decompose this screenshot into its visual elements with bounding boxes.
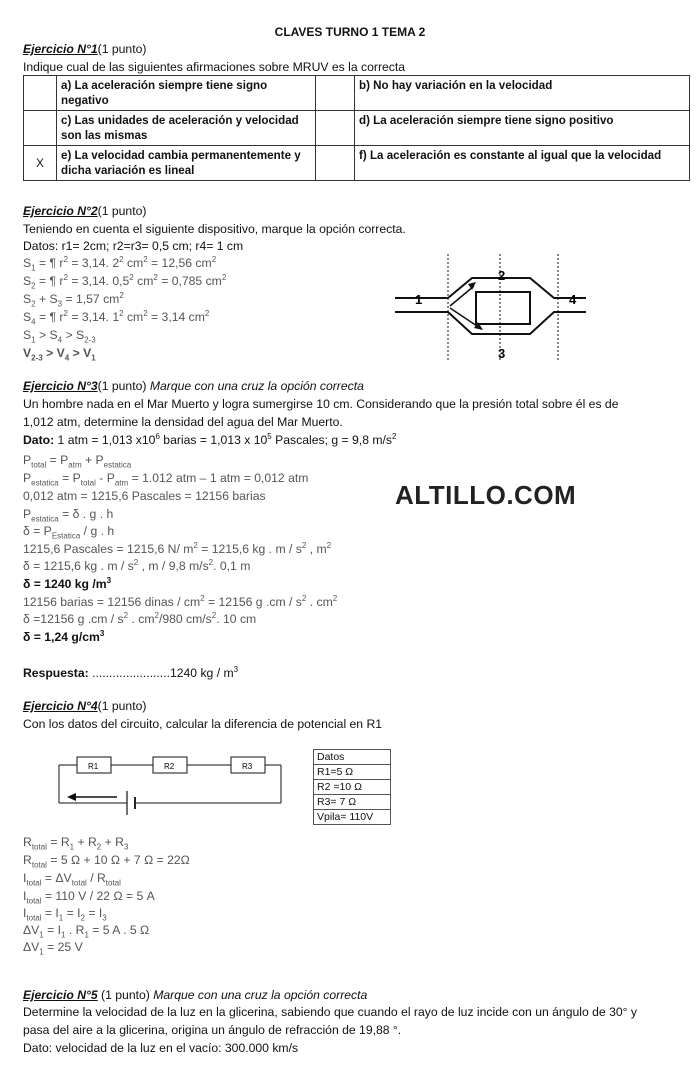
ej2-s2: $S_2$ = ¶ $r^2 = 3,14$. $0,5^2$ $cm^2 = 0,785$ $cm^2$ — [23, 272, 227, 291]
ej3-l7: δ = 1215,6 kg . m / $s^2$ , m / 9,8 $m/s^2$. 0,1 m — [23, 557, 251, 573]
r2-label: R2 — [164, 762, 175, 771]
ej4-l6: $\Delta V_1 = I_1$ . $R_1 = 5$ A . 5 Ω — [23, 923, 150, 940]
option-a-mark[interactable] — [24, 76, 57, 111]
ej3-l6: 1215,6 Pascales = 1215,6 N/ $m^2 = 1215,6$ kg . m / $s^2$ , $m^2$ — [23, 540, 332, 556]
ej1-heading: Ejercicio N°1 — [23, 42, 98, 56]
ej3-l3: 0,012 atm = 1215,6 Pascales = 12156 barias — [23, 489, 266, 503]
page-title: CLAVES TURNO 1 TEMA 2 — [274, 25, 426, 39]
label-2: 2 — [498, 268, 506, 283]
ej5-heading: Ejercicio N°5 — [23, 988, 98, 1002]
ej3-title — [23, 378, 364, 394]
circuit-diagram — [55, 745, 295, 815]
ej4-points: (1 punto) — [97, 699, 147, 713]
ej2-velocity: $V_{2-3} > V_4 > V_1$ — [23, 346, 96, 363]
ej3-dato: Dato: 1 atm = 1,013 $x10^6$ barias = 1,013 x $10^5$ Pascales; g = 9,8 $m/s^2$ — [23, 431, 397, 447]
pipe-top-outer — [395, 278, 586, 298]
ej4-prompt: Con los datos del circuito, calcular la diferencia de potencial en R1 — [23, 717, 383, 731]
label-3: 3 — [498, 346, 506, 361]
watermark-logo: ALTILLO.COM — [395, 480, 577, 510]
option-f-mark[interactable] — [316, 146, 355, 181]
ej4-l3: $I_{total} = \Delta V_{total} / R_{total}$ — [23, 871, 121, 888]
ej4-title — [23, 698, 146, 714]
ej5-instruction: Marque con una cruz la opción correcta — [153, 988, 368, 1002]
ej4-l4: $I_{total} = 110$ V / 22 Ω = 5 A — [23, 889, 155, 906]
table-row — [24, 111, 690, 146]
table-row — [24, 76, 690, 111]
ej3-l9: 12156 barias = 12156 dinas / $cm^2 = 12156$ g .cm / $s^2$ . $cm^2$ — [23, 593, 338, 609]
label-4: 4 — [569, 292, 577, 307]
ej2-s1: $S_1$ = ¶ $r^2 = 3,14$. $2^2$ $cm^2 = 12,56$ $cm^2$ — [23, 254, 217, 273]
ej3-l11: δ = 1,24 $g/cm^3$ — [23, 628, 105, 644]
option-e-mark[interactable]: X — [24, 146, 57, 181]
option-c-text: c) Las unidades de aceleración y velocidad son las mismas — [57, 111, 316, 146]
option-f-text: f) La aceleración es constante al igual que la velocidad — [355, 146, 690, 181]
option-b-text: b) No hay variación en la velocidad — [355, 76, 690, 111]
ej3-heading: Ejercicio N°3 — [23, 379, 98, 393]
ej1-prompt: Indique cual de las siguientes afirmaciones sobre MRUV es la correcta — [23, 60, 406, 74]
table-cell: Datos — [314, 750, 391, 765]
ej4-l7: $\Delta V_1 = 25$ V — [23, 940, 83, 957]
ej3-points: (1 punto) — [97, 379, 150, 393]
arrow-head-up-icon — [468, 282, 476, 290]
r1-label: R1 — [88, 762, 99, 771]
table-cell: R1=5 Ω — [314, 765, 391, 780]
flow-arrow-up — [450, 286, 474, 306]
ej2-s4: $S_4$ = ¶ $r^2 = 3,14$. $1^2$ $cm^2 = 3,14$ $cm^2$ — [23, 308, 210, 327]
ej5-p2: pasa del aire a la glicerina, origina un ángulo de refracción de 19,88 °. — [23, 1023, 402, 1037]
ej3-l8: δ = 1240 kg $/m^3$ — [23, 575, 112, 591]
ej3-l10: δ =12156 g .cm / $s^2$ . $cm^2/980$ $cm/s^2$. 10 cm — [23, 610, 257, 626]
ej1-points: (1 punto) — [97, 42, 147, 56]
table-cell: R2 =10 Ω — [314, 780, 391, 795]
ej2-datos: Datos: r1= 2cm; r2=r3= 0,5 cm; r4= 1 cm — [23, 239, 244, 253]
label-1: 1 — [415, 292, 423, 307]
current-arrow-icon — [67, 793, 76, 801]
ej1-options-table — [23, 75, 690, 181]
table-cell: R3= 7 Ω — [314, 795, 391, 810]
ej5-p3: Dato: velocidad de la luz en el vacío: 300.000 km/s — [23, 1041, 299, 1055]
ej3-instruction: Marque con una cruz la opción correcta — [149, 379, 364, 393]
ej3-l1: $P_{total} = P_{atm} + P_{estatica}$ — [23, 453, 132, 470]
ej2-heading: Ejercicio N°2 — [23, 204, 98, 218]
ej4-l1: $R_{total} = R_1 + R_2 + R_3$ — [23, 835, 129, 852]
ej2-prompt: Teniendo en cuenta el siguiente dispositivo, marque la opción correcta. — [23, 222, 406, 236]
table-row — [24, 146, 690, 181]
r3-label: R3 — [242, 762, 253, 771]
option-d-text: d) La aceleración siempre tiene signo positivo — [355, 111, 690, 146]
ej5-points: (1 punto) — [97, 988, 154, 1002]
table-cell: Vpila= 110V — [314, 810, 391, 825]
option-b-mark[interactable] — [316, 76, 355, 111]
ej3-p2: 1,012 atm, determine la densidad del agua del Mar Muerto. — [23, 415, 343, 429]
ej3-l4: $P_{estatica} = \delta$ . g . h — [23, 507, 114, 524]
pipe-diagram — [390, 250, 590, 365]
circuit-data-table — [313, 749, 391, 825]
ej3-l2: $P_{estatica} = P_{total} - P_{atm} = 1.012$ atm – 1 atm = 0,012 atm — [23, 471, 309, 488]
option-a-text: a) La aceleración siempre tiene signo negativo — [57, 76, 316, 111]
ej3-p1: Un hombre nada en el Mar Muerto y logra sumergirse 10 cm. Considerando que la presión total sobre él es de — [23, 397, 619, 411]
ej4-l5: $I_{total} = I_1 = I_2 = I_3$ — [23, 906, 107, 923]
option-c-mark[interactable] — [24, 111, 57, 146]
ej3-l5: $\delta = P_{Estatica} / g$ . h — [23, 524, 115, 541]
ej5-title — [23, 987, 367, 1003]
ej5-p1: Determine la velocidad de la luz en la glicerina, sabiendo que cuando el rayo de luz incide con un ángulo de 30° y — [23, 1005, 637, 1019]
ej2-title — [23, 203, 146, 219]
ej3-response: Respuesta: .......................1240 kg / $m^3$ — [23, 664, 239, 680]
ej4-heading: Ejercicio N°4 — [23, 699, 98, 713]
pipe-obstacle — [476, 292, 530, 324]
ej2-s23: $S_2 + S_3 = 1,57$ $cm^2$ — [23, 290, 124, 309]
ej1-title — [23, 41, 146, 57]
option-d-mark[interactable] — [316, 111, 355, 146]
ej2-comparison: $S_1 > S_4 > S_{2-3}$ — [23, 328, 96, 345]
ej4-l2: $R_{total} = 5$ Ω + 10 Ω + 7 Ω = 22Ω — [23, 853, 190, 870]
option-e-text: e) La velocidad cambia permanentemente y dicha variación es lineal — [57, 146, 316, 181]
ej2-points: (1 punto) — [97, 204, 147, 218]
